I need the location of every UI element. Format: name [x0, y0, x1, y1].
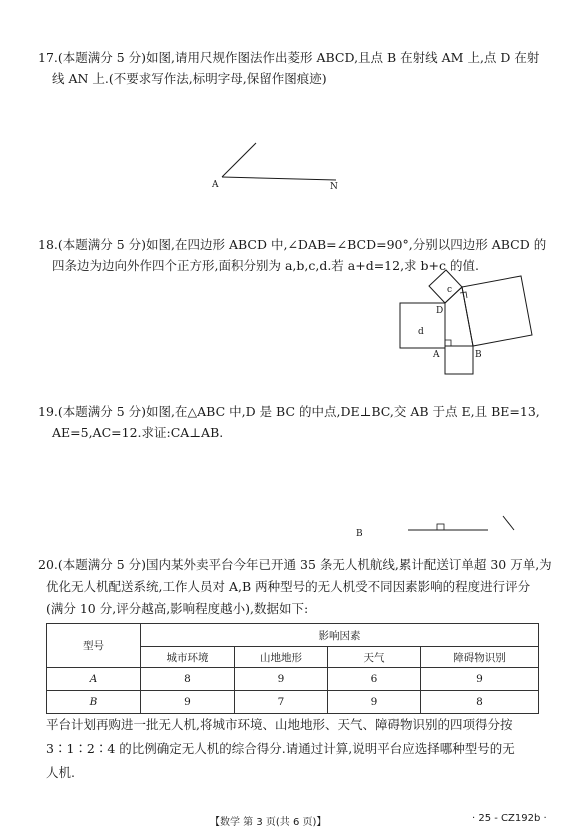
label-b: B: [475, 350, 482, 360]
q19-line-2: AE=5,AC=12.求证:CA⊥AB.: [52, 425, 224, 440]
scores-table: [46, 623, 539, 714]
q17-line-1: 17.(本题满分 5 分)如图,请用尺规作图法作出菱形 ABCD,且点 B 在射线 AM 上,点 D 在射: [38, 50, 540, 65]
q20-line-2: 优化无人机配送系统,工作人员对 A,B 两种型号的无人机受不同因素影响的程度进行评分: [46, 579, 531, 594]
square-a: [445, 346, 473, 374]
score-cell: 6: [328, 668, 421, 691]
model-header: 型号: [47, 624, 141, 668]
square-c: [429, 270, 462, 303]
label-d-area: d: [418, 327, 424, 337]
factor-header: 天气: [328, 647, 421, 668]
score-cell: 9: [328, 691, 421, 714]
score-cell: 8: [141, 668, 235, 691]
factor-header: 障碍物识别: [421, 647, 539, 668]
segment-ac: [503, 516, 514, 530]
label-a: A: [212, 180, 219, 190]
label-b: B: [356, 529, 363, 539]
model-cell: A: [47, 668, 141, 691]
factors-header: 影响因素: [141, 624, 539, 647]
q17-line-2: 线 AN 上.(不要求写作法,标明字母,保留作图痕迹): [52, 71, 327, 86]
table-row: [47, 691, 539, 714]
label-a: A: [433, 350, 440, 360]
q19-line-1: 19.(本题满分 5 分)如图,在△ABC 中,D 是 BC 的中点,DE⊥BC,交 AB 于点 E,且 BE=13,: [38, 404, 540, 419]
right-angle-a: [445, 340, 451, 346]
table-row: [47, 668, 539, 691]
ray-am: [222, 143, 256, 177]
score-cell: 9: [421, 668, 539, 691]
q18-line-2: 四条边为边向外作四个正方形,面积分别为 a,b,c,d.若 a+d=12,求 b+c 的值.: [52, 258, 479, 273]
page-number: 【数学 第 3 页(共 6 页)】: [210, 817, 327, 828]
q20-line-3: (满分 10 分,评分越高,影响程度越小),数据如下:: [46, 601, 309, 616]
q20-after-line-2: 3∶1∶2∶4 的比例确定无人机的综合得分.请通过计算,说明平台应选择哪种型号的无: [46, 741, 515, 756]
score-cell: 9: [141, 691, 235, 714]
score-cell: 8: [421, 691, 539, 714]
score-cell: 7: [235, 691, 328, 714]
factor-header: 山地地形: [235, 647, 328, 668]
ray-an: [222, 177, 336, 180]
square-d: [400, 303, 445, 348]
label-n: N: [330, 182, 338, 192]
q20-after-line-1: 平台计划再购进一批无人机,将城市环境、山地地形、天气、障碍物识别的四项得分按: [46, 717, 513, 732]
exam-code: · 25 - CZ192b ·: [472, 813, 547, 824]
q20-after-line-3: 人机.: [46, 765, 75, 780]
square-b: [462, 276, 532, 346]
q20-line-1: 20.(本题满分 5 分)国内某外卖平台今年已开通 35 条无人机航线,累计配送订单超 30 万单,为: [38, 557, 552, 572]
score-cell: 9: [235, 668, 328, 691]
q18-line-1: 18.(本题满分 5 分)如图,在四边形 ABCD 中,∠DAB=∠BCD=90°,分别以四边形 ABCD 的: [38, 237, 547, 252]
factor-header: 城市环境: [141, 647, 235, 668]
quadrilateral-abcd: [445, 287, 473, 346]
model-cell: B: [47, 691, 141, 714]
right-angle-c: [460, 292, 467, 298]
right-angle-mark: [437, 524, 444, 530]
label-c: c: [447, 285, 453, 295]
label-d-vertex: D: [436, 306, 444, 316]
